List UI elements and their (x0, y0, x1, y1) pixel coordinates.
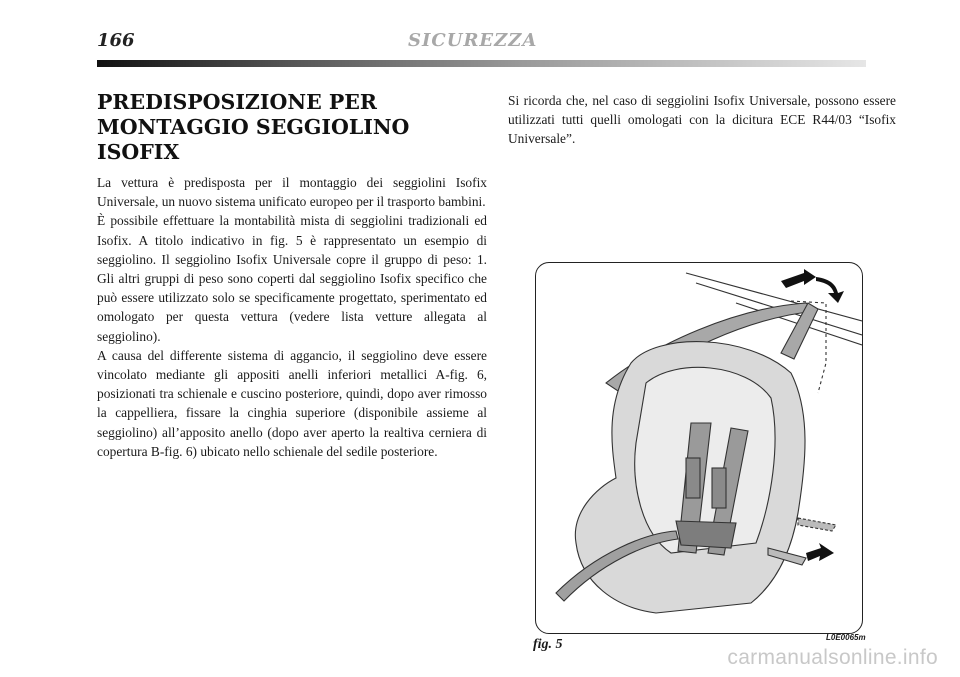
note-paragraph: Si ricorda che, nel caso di seggiolini Isofix Universale, possono essere utilizzati tutti quelli omologati con la dicitura ECE R44/03 “Isofix Universale”. (508, 93, 896, 147)
arrow-icon (806, 543, 834, 561)
section-heading (97, 90, 487, 165)
figure-code: L0E0065m (826, 633, 866, 642)
left-column (97, 90, 487, 461)
page-number: 166 (97, 30, 135, 51)
body-paragraph-3: A causa del differente sistema di aggancio, il seggiolino deve essere vincolato mediante gli appositi anelli inferiori metallici A-fig. 6, posizionati tra schienale e cuscino posteriore, quindi, dopo aver rimosso la cappelliera, fissare la cinghia superiore (disponibile assieme al seggiolino) all’apposito anello (dopo aver aperto la realtiva cerniera di copertura B-fig. 6) ubicato nello schienale del sedile posteriore. (97, 347, 487, 459)
figure-child-seat-illustration (535, 262, 863, 634)
figure-caption: fig. 5 (533, 637, 563, 652)
section-title: SICUREZZA (408, 30, 538, 51)
chest-pad-left (686, 458, 700, 498)
heading-line-1: PREDISPOSIZIONE PER (97, 90, 377, 114)
right-column (508, 91, 896, 149)
header-rule (97, 60, 866, 67)
heading-line-2: MONTAGGIO SEGGIOLINO ISOFIX (97, 115, 410, 164)
arrow-icon (781, 269, 816, 288)
isofix-connector (798, 518, 836, 531)
watermark: carmanualsonline.info (727, 646, 938, 669)
buckle (676, 521, 736, 548)
child-seat-drawing (536, 263, 862, 633)
body-paragraph-2: È possibile effettuare la montabilità mista di seggiolini tradizionali ed Isofix. A titolo indicativo in fig. 5 è rappresentato un esempio di seggiolino. Il seggiolino Isofix Universale copre il gruppo di peso: 1. Gli altri gruppi di peso sono coperti dal seggiolino Isofix specifico che può essere utilizzato solo se specificamente progettato, sperimentato ed omologato per questa vettura (vedere lista vetture allegata al seggiolino). (97, 213, 487, 344)
chest-pad-right (712, 468, 726, 508)
arrow-icon (816, 277, 844, 303)
body-paragraph-1: La vettura è predisposta per il montaggio dei seggiolini Isofix Universale, un nuovo sistema unificato europeo per il trasporto bambini. (97, 175, 487, 210)
